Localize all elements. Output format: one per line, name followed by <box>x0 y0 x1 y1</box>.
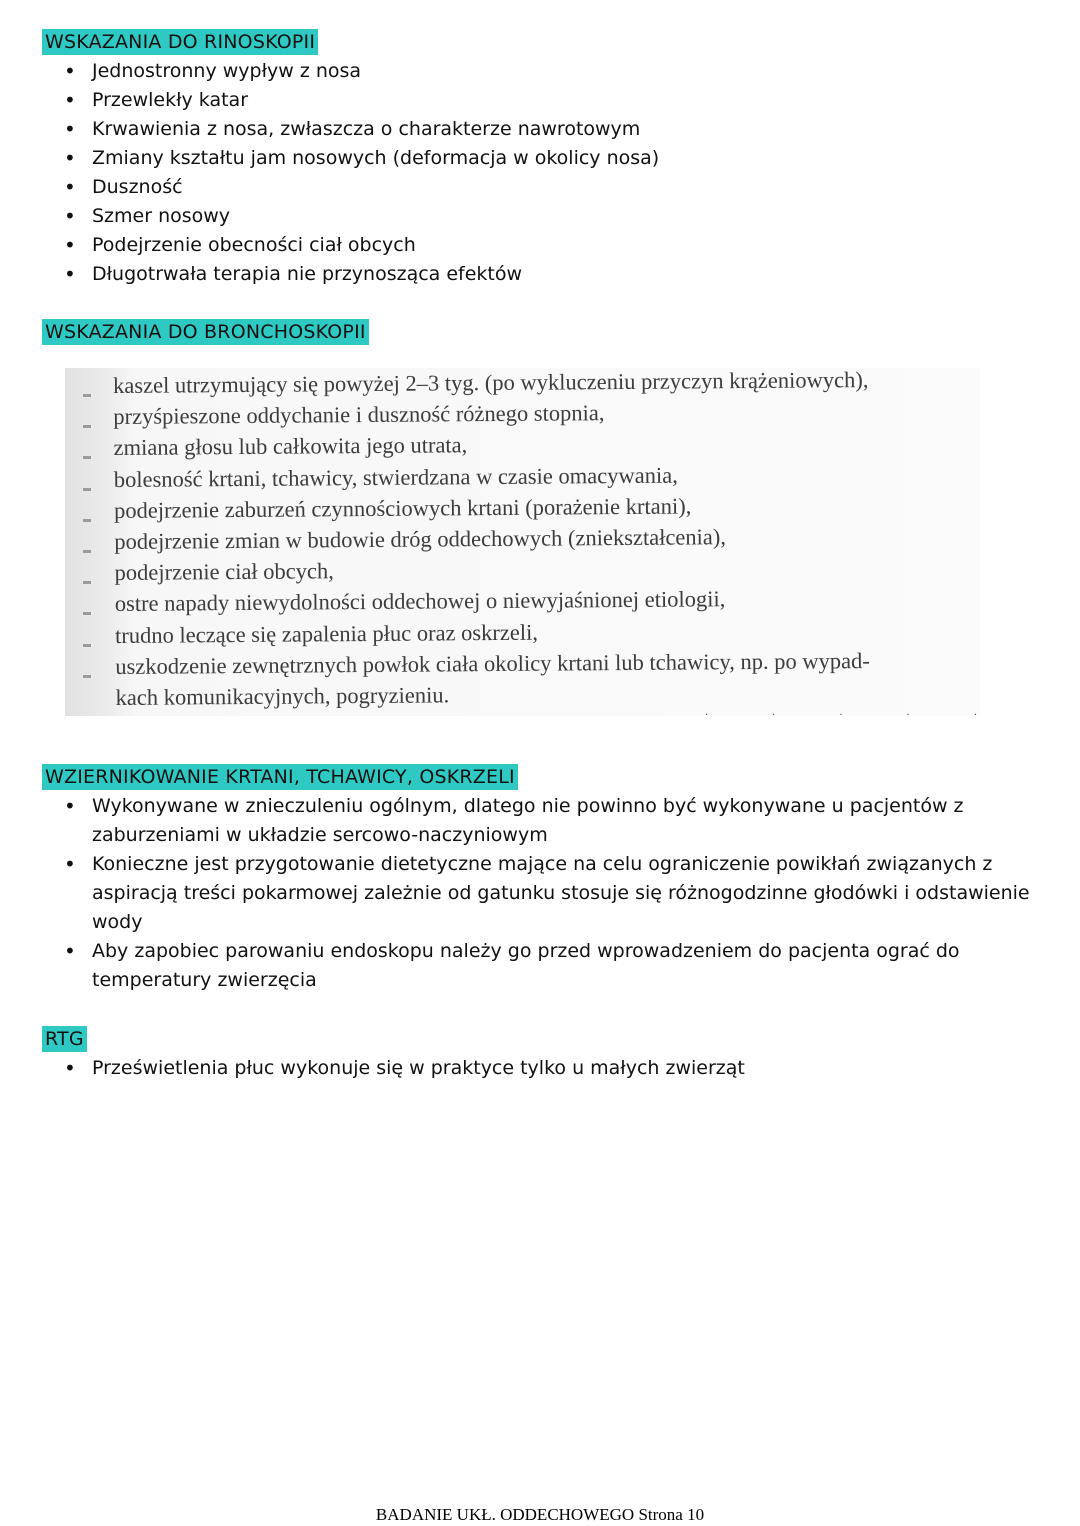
list-item: • Szmer nosowy <box>62 202 1022 231</box>
dash-icon <box>79 661 103 692</box>
scanned-book-excerpt <box>65 367 1041 721</box>
dash-icon <box>79 505 103 536</box>
dash-icon <box>79 380 103 411</box>
scan-line: bolesność krtani, tchawicy, stwierdzana w czasie omacywania, <box>113 462 678 492</box>
list-item: • Przewlekły katar <box>62 86 1022 115</box>
scan-line: ostre napady niewydolności oddechowej o niewyjaśnionej etiologii, <box>114 586 726 617</box>
page-footer: BADANIE UKŁ. ODDECHOWEGO Strona 10 <box>375 1505 705 1524</box>
list-item: • Długotrwała terapia nie przynosząca efektów <box>62 260 1022 289</box>
list-rtg <box>62 1054 1022 1083</box>
dash-icon <box>79 598 103 629</box>
list-item: • Podejrzenie obecności ciał obcych <box>62 231 1022 260</box>
dash-icon <box>79 630 103 661</box>
scan-line: podejrzenie zmian w budowie dróg oddechowych (zniekształcenia), <box>114 524 727 555</box>
heading-bronchoskopia: WSKAZANIA DO BRONCHOSKOPII <box>42 319 369 345</box>
list-item: • Prześwietlenia płuc wykonuje się w praktyce tylko u małych zwierząt <box>62 1054 1022 1083</box>
dash-icon <box>79 442 103 473</box>
dash-icon <box>79 474 103 505</box>
list-item: • Aby zapobiec parowaniu endoskopu należy go przed wprowadzeniem do pacjenta ograć do temperatury zwierzęcia <box>62 937 1052 995</box>
dash-icon <box>79 411 103 442</box>
scan-specks: ····· <box>705 710 1041 721</box>
list-item: • Duszność <box>62 173 1022 202</box>
list-item: • Krwawienia z nosa, zwłaszcza o charakterze nawrotowym <box>62 115 1022 144</box>
scan-line: podejrzenie ciał obcych, <box>114 558 334 586</box>
heading-rinoskopia: WSKAZANIA DO RINOSKOPII <box>42 29 318 55</box>
list-item: • Zmiany kształtu jam nosowych (deformacja w okolicy nosa) <box>62 144 1022 173</box>
list-item: • Konieczne jest przygotowanie dietetyczne mające na celu ograniczenie powikłań związanych z aspiracją treści pokarmowej zależnie od gatunku stosuje się różnogodzinne głodówki i odstawienie wody <box>62 850 1052 937</box>
heading-rtg: RTG <box>42 1026 87 1052</box>
scan-line: kaszel utrzymujący się powyżej 2–3 tyg. (po wykluczeniu przyczyn krążeniowych), <box>113 367 869 398</box>
heading-wziernikowanie: WZIERNIKOWANIE KRTANI, TCHAWICY, OSKRZELI <box>42 764 518 790</box>
list-item: • Wykonywane w znieczuleniu ogólnym, dlatego nie powinno być wykonywane u pacjentów z zaburzeniami w układzie sercowo-naczyniowym <box>62 792 1052 850</box>
dash-icon <box>79 567 103 598</box>
scan-line: uszkodzenie zewnętrznych powłok ciała okolicy krtani lub tchawicy, np. po wypad- <box>115 647 870 679</box>
dash-markers <box>79 380 103 692</box>
scan-line: podejrzenie zaburzeń czynnościowych krtani (porażenie krtani), <box>114 493 692 523</box>
scan-text-lines <box>113 364 871 713</box>
list-rinoskopia <box>62 57 1022 289</box>
scan-line: zmiana głosu lub całkowita jego utrata, <box>113 432 468 461</box>
list-item: • Jednostronny wypływ z nosa <box>62 57 1022 86</box>
scan-line: przyśpieszone oddychanie i duszność różnego stopnia, <box>113 400 605 430</box>
dash-icon <box>79 536 103 567</box>
scan-line: kach komunikacyjnych, pogryzieniu. <box>115 682 450 711</box>
scan-line: trudno leczące się zapalenia płuc oraz oskrzeli, <box>114 619 539 648</box>
list-wziernikowanie <box>62 792 1052 995</box>
